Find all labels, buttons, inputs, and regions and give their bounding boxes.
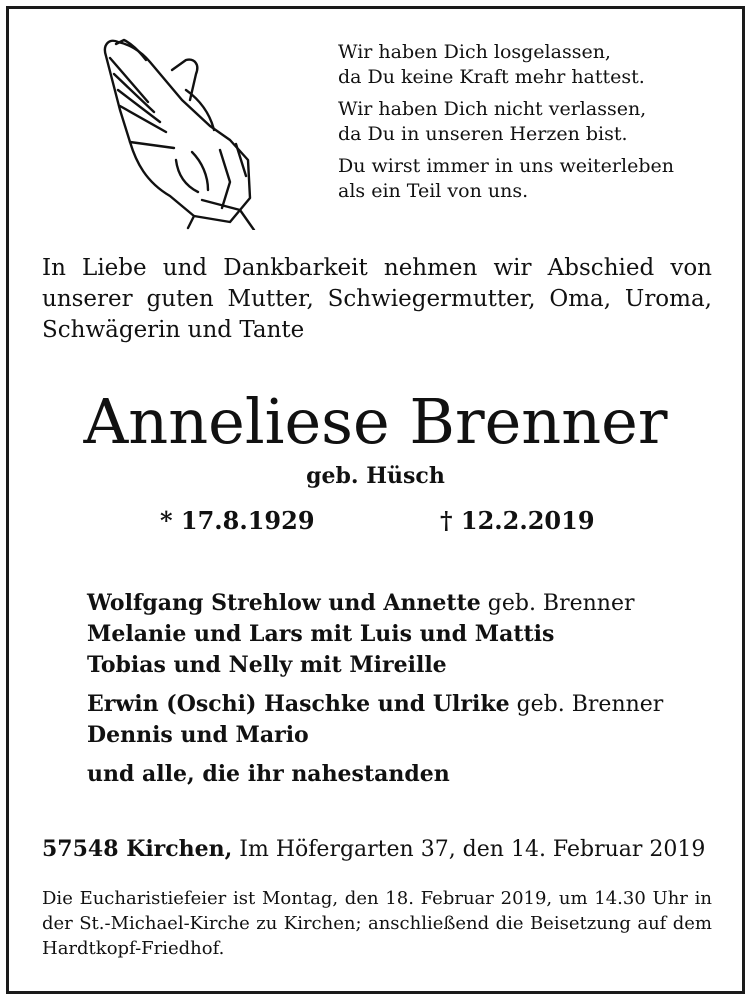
- mourners-list: [87, 588, 717, 798]
- poem-stanza: [338, 154, 728, 204]
- poem-line: da Du keine Kraft mehr hattest.: [338, 66, 645, 88]
- place-town: 57548 Kirchen,: [42, 836, 233, 862]
- maiden-name: geb. Hüsch: [306, 463, 445, 489]
- poem-line: als ein Teil von uns.: [338, 180, 529, 202]
- mourner-names: Erwin (Oschi) Haschke und Ulrike: [87, 691, 510, 717]
- intro-text: In Liebe und Dankbarkeit nehmen wir Abschied von unserer guten Mutter, Schwiegermutter, Oma, Uroma, Schwägerin und Tante: [42, 255, 712, 343]
- mourner-group: [87, 588, 717, 681]
- praying-hands-icon: [90, 30, 268, 230]
- mourner-names: Wolfgang Strehlow und Annette: [87, 590, 481, 616]
- deceased-name: Anneliese Brenner: [83, 385, 668, 458]
- service-info: Die Eucharistiefeier ist Montag, den 18. Februar 2019, um 14.30 Uhr in der St.-Michael-Kirche zu Kirchen; anschließend die Beisetzung auf dem Hardtkopf-Friedhof.: [42, 888, 712, 959]
- mourner-group: [87, 689, 717, 751]
- poem-line: Du wirst immer in uns weiterleben: [338, 155, 674, 177]
- birth-date: * 17.8.1929: [160, 506, 315, 535]
- mourner-line: [87, 619, 717, 650]
- poem-line: da Du in unseren Herzen bist.: [338, 123, 628, 145]
- mourner-group: [87, 759, 717, 790]
- mourner-line: [87, 720, 717, 751]
- mourner-names: Tobias und Nelly mit Mireille: [87, 652, 447, 678]
- place-address-date: Im Höfergarten 37, den 14. Februar 2019: [232, 837, 706, 862]
- mourner-line: [87, 759, 717, 790]
- mourner-line: [87, 689, 717, 720]
- mourner-nee: geb. Brenner: [480, 591, 635, 616]
- poem-stanza: [338, 97, 728, 147]
- mourner-names: Dennis und Mario: [87, 722, 309, 748]
- mourner-line: [87, 588, 717, 619]
- place-and-date: [42, 836, 722, 862]
- mourner-nee: geb. Brenner: [509, 692, 664, 717]
- mourner-names: Melanie und Lars mit Luis und Mattis: [87, 621, 555, 647]
- mourner-line: [87, 650, 717, 681]
- poem-stanza: [338, 40, 728, 90]
- mourner-others: und alle, die ihr nahestanden: [87, 761, 450, 787]
- poem-line: Wir haben Dich losgelassen,: [338, 41, 611, 63]
- poem-line: Wir haben Dich nicht verlassen,: [338, 98, 647, 120]
- poem: [338, 40, 728, 211]
- death-date: † 12.2.2019: [440, 506, 595, 535]
